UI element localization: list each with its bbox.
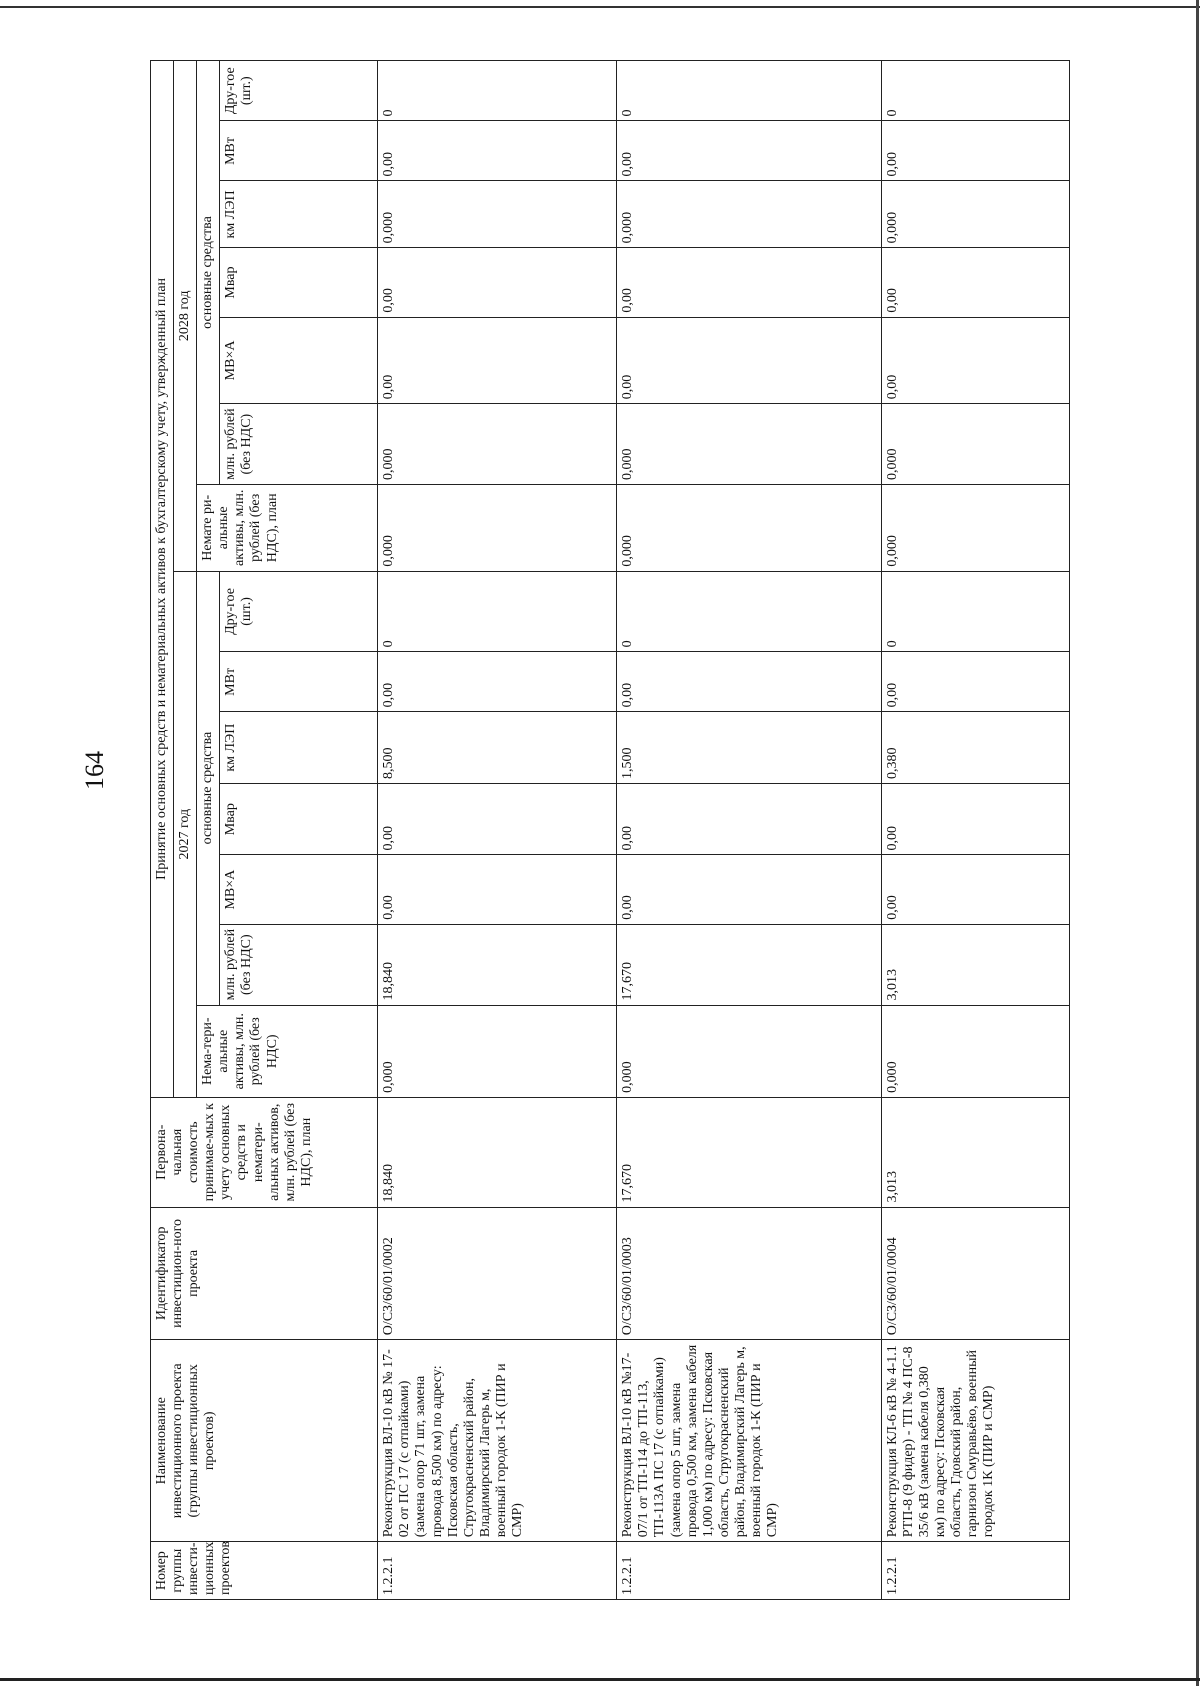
page-bottom-edge	[0, 1678, 1200, 1681]
page-top-edge	[0, 6, 1200, 8]
table-row	[378, 61, 617, 1600]
cell-2028-mvar: 0,00	[881, 248, 1069, 317]
cell-2027-km: 0,380	[881, 712, 1069, 784]
cell-2027-mw: 0,00	[881, 652, 1069, 712]
cell-id: О/СЗ/60/01/0002	[378, 1207, 617, 1340]
cell-2028-mln: 0,000	[881, 404, 1069, 485]
header-acceptance-title: Принятие основных средств и нематериальных активов к бухгалтерскому учету, утвержденный план	[151, 61, 174, 1098]
header-mw-2028: МВт	[220, 121, 378, 181]
cell-2028-mln: 0,000	[378, 404, 617, 485]
header-fixed-assets-2027: основные средства	[197, 571, 220, 1005]
cell-id: О/СЗ/60/01/0004	[881, 1207, 1069, 1340]
cell-name: Реконструкция КЛ-6 кВ № 4-1.1 РТП-8 (9 фидер) - ТП № 4 ПС-8 35/6 кВ (замена кабеля 0,380 км) по адресу: Псковская область, Гдовский район, гарнизон Смуравьёво, военный городок 1К (ПИР и СМР)	[881, 1340, 1069, 1542]
header-intangible-2027: Нема-тери-альные активы, млн. рублей (без НДС)	[197, 1005, 378, 1097]
cell-2028-other: 0	[378, 61, 617, 121]
header-mw-2027: МВт	[220, 652, 378, 712]
cell-2027-mln: 17,670	[617, 924, 881, 1005]
cell-initial-cost: 17,670	[617, 1097, 881, 1207]
cell-2028-mln: 0,000	[617, 404, 881, 485]
cell-2027-mvar: 0,00	[378, 783, 617, 855]
cell-id: О/СЗ/60/01/0003	[617, 1207, 881, 1340]
cell-2028-km: 0,000	[378, 181, 617, 248]
cell-2027-km: 1,500	[617, 712, 881, 784]
cell-2027-intangible: 0,000	[617, 1005, 881, 1097]
cell-group: 1.2.2.1	[617, 1542, 881, 1600]
header-year-2028: 2028 год	[174, 61, 197, 572]
header-year-2027: 2027 год	[174, 571, 197, 1097]
header-km-2027: км ЛЭП	[220, 712, 378, 784]
cell-2027-mln: 3,013	[881, 924, 1069, 1005]
cell-initial-cost: 3,013	[881, 1097, 1069, 1207]
cell-2027-other: 0	[617, 571, 881, 652]
header-km-2028: км ЛЭП	[220, 181, 378, 248]
header-mln-2028: млн. рублей (без НДС)	[220, 404, 378, 485]
cell-2027-mw: 0,00	[378, 652, 617, 712]
header-other-2027: Дру-гое (шт.)	[220, 571, 378, 652]
header-mva-2028: МВ×А	[220, 317, 378, 404]
header-mvar-2027: Мвар	[220, 783, 378, 855]
cell-2028-km: 0,000	[617, 181, 881, 248]
cell-2028-other: 0	[617, 61, 881, 121]
cell-2027-intangible: 0,000	[881, 1005, 1069, 1097]
cell-2027-mva: 0,00	[378, 855, 617, 924]
cell-name: Реконструкция ВЛ-10 кВ №17-07/1 от ТП-114 до ТП-113, ТП-113А ПС 17 (с отпайками) (замена опор 5 шт, замена провода 0,500 км, замена кабеля 1,000 км) по адресу: Псковская область, Стругокрасненский район, Владимирский Лагерь м, военный городок 1-К (ПИР и СМР)	[617, 1340, 881, 1542]
cell-2027-other: 0	[881, 571, 1069, 652]
cell-2028-intangible: 0,000	[617, 485, 881, 572]
page-number: 164	[80, 751, 109, 790]
table-row	[881, 61, 1069, 1600]
cell-2028-km: 0,000	[881, 181, 1069, 248]
cell-initial-cost: 18,840	[378, 1097, 617, 1207]
cell-2028-other: 0	[881, 61, 1069, 121]
table-row	[617, 61, 881, 1600]
cell-2028-mva: 0,00	[378, 317, 617, 404]
cell-2028-intangible: 0,000	[881, 485, 1069, 572]
cell-2028-mw: 0,00	[378, 121, 617, 181]
cell-2027-mva: 0,00	[881, 855, 1069, 924]
cell-2027-other: 0	[378, 571, 617, 652]
cell-2028-mvar: 0,00	[617, 248, 881, 317]
header-mln-2027: млн. рублей (без НДС)	[220, 924, 378, 1005]
cell-2028-mva: 0,00	[617, 317, 881, 404]
cell-2027-mvar: 0,00	[617, 783, 881, 855]
header-project-id: Идентификатор инвестицион-ного проекта	[151, 1207, 378, 1340]
cell-2027-mln: 18,840	[378, 924, 617, 1005]
cell-2027-km: 8,500	[378, 712, 617, 784]
investment-table	[150, 60, 1070, 1600]
cell-name: Реконструкция ВЛ-10 кВ № 17-02 от ПС 17 (с отпайками) (замена опор 71 шт, замена провода 8,500 км) по адресу: Псковская область, Стругокрасненский район, Владимирский Лагерь м, военный городок 1-К (ПИР и СМР)	[378, 1340, 617, 1542]
header-fixed-assets-2028: основные средства	[197, 61, 220, 485]
header-intangible-2028: Немате ри-альные активы, млн. рублей (без НДС), план	[197, 485, 378, 572]
rotated-table-wrapper	[150, 60, 1070, 1600]
header-mvar-2028: Мвар	[220, 248, 378, 317]
cell-2028-mva: 0,00	[881, 317, 1069, 404]
header-initial-cost: Первона-чальная стоимость принимае-мых к учету основных средств и нематери-альных активов, млн. рублей (без НДС), план	[151, 1097, 378, 1207]
cell-2028-mw: 0,00	[881, 121, 1069, 181]
header-other-2028: Дру-гое (шт.)	[220, 61, 378, 121]
cell-group: 1.2.2.1	[881, 1542, 1069, 1600]
cell-group: 1.2.2.1	[378, 1542, 617, 1600]
cell-2027-mvar: 0,00	[881, 783, 1069, 855]
cell-2028-intangible: 0,000	[378, 485, 617, 572]
page-right-edge	[1196, 0, 1199, 1686]
header-project-name: Наименование инвестиционного проекта (группы инвестиционных проектов)	[151, 1340, 378, 1542]
cell-2027-intangible: 0,000	[378, 1005, 617, 1097]
cell-2027-mw: 0,00	[617, 652, 881, 712]
header-group-number: Номер группы инвести-ционных проектов	[151, 1542, 378, 1600]
cell-2028-mvar: 0,00	[378, 248, 617, 317]
cell-2028-mw: 0,00	[617, 121, 881, 181]
header-mva-2027: МВ×А	[220, 855, 378, 924]
cell-2027-mva: 0,00	[617, 855, 881, 924]
